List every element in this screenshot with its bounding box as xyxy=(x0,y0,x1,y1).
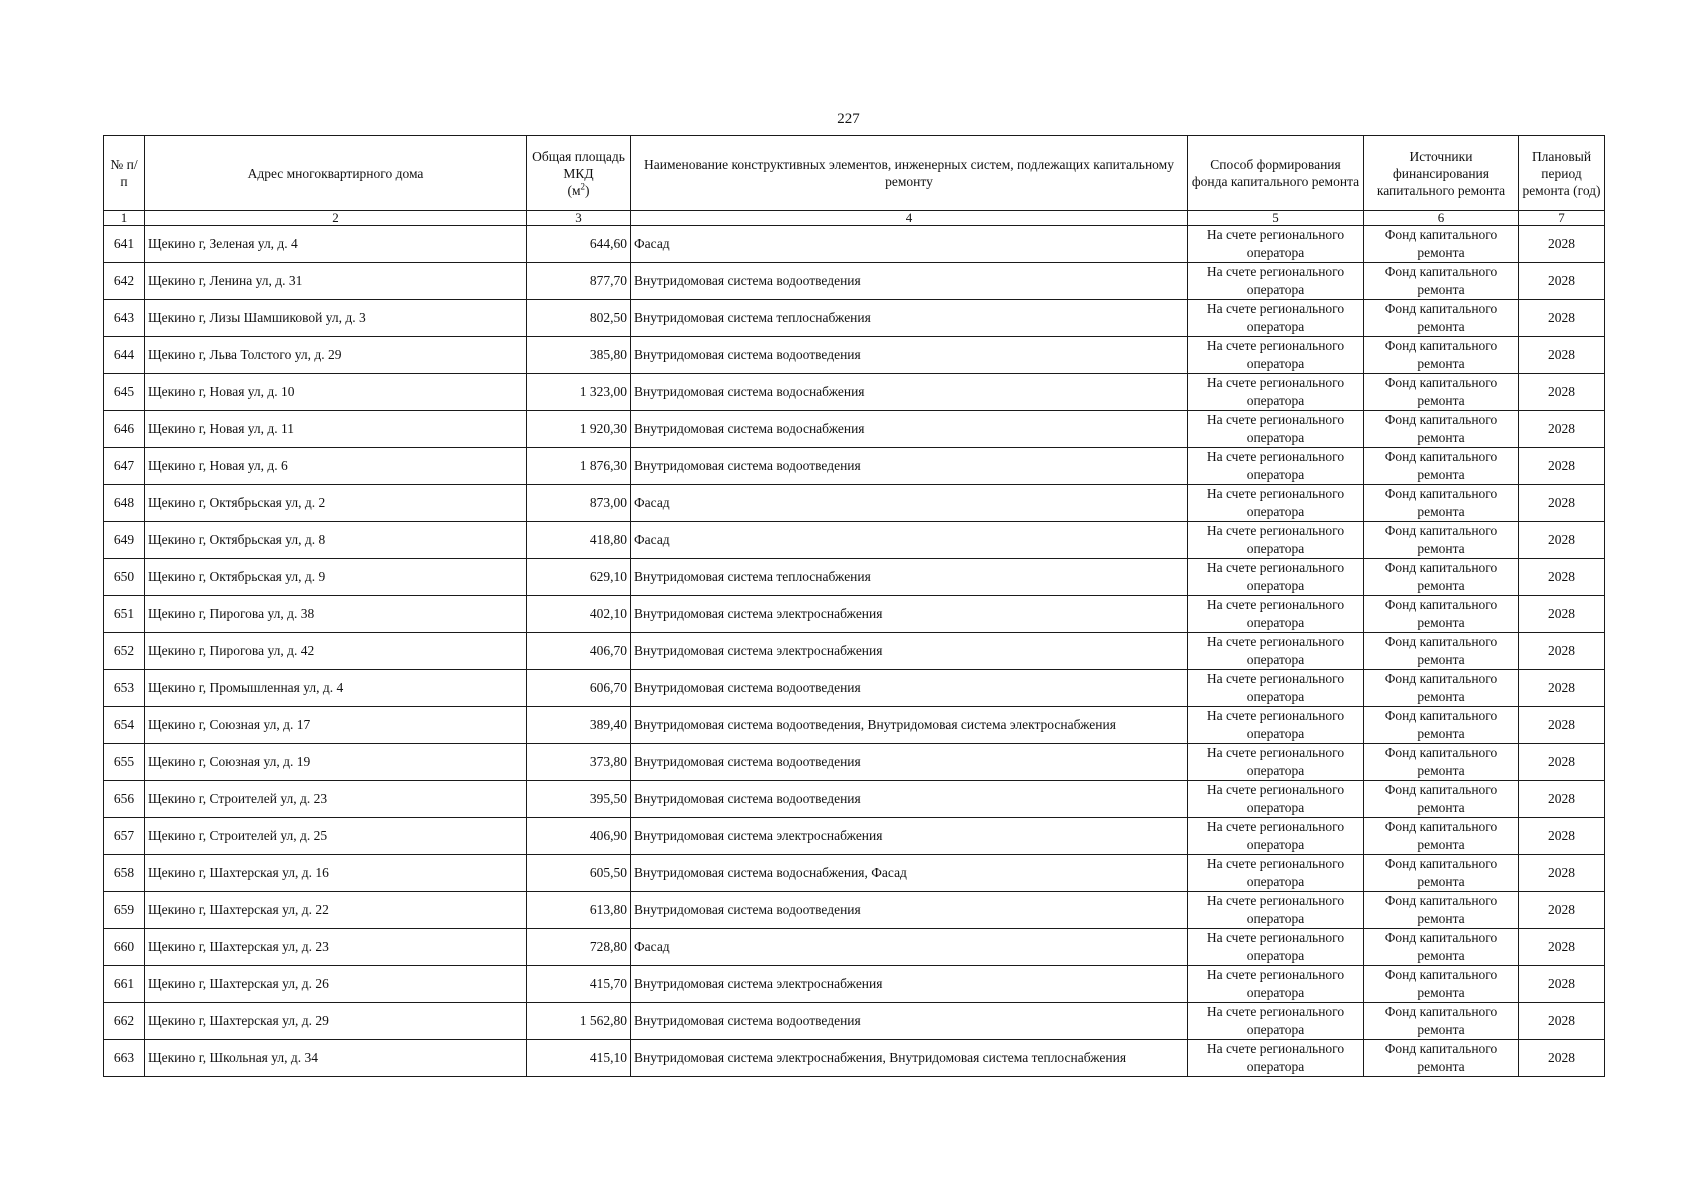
funding-source: Фонд капитального ремонта xyxy=(1364,374,1519,411)
fund-formation-method: На счете регионального оператора xyxy=(1188,744,1364,781)
funding-source: Фонд капитального ремонта xyxy=(1364,596,1519,633)
planned-year: 2028 xyxy=(1519,818,1605,855)
planned-year: 2028 xyxy=(1519,263,1605,300)
funding-source: Фонд капитального ремонта xyxy=(1364,300,1519,337)
fund-formation-method: На счете регионального оператора xyxy=(1188,522,1364,559)
table-row xyxy=(104,559,1605,596)
total-area: 606,70 xyxy=(527,670,631,707)
total-area: 613,80 xyxy=(527,892,631,929)
column-number: 7 xyxy=(1519,211,1605,226)
row-number: 643 xyxy=(104,300,145,337)
house-address: Щекино г, Ленина ул, д. 31 xyxy=(145,263,527,300)
house-address: Щекино г, Октябрьская ул, д. 9 xyxy=(145,559,527,596)
total-area: 395,50 xyxy=(527,781,631,818)
funding-source: Фонд капитального ремонта xyxy=(1364,929,1519,966)
fund-formation-method: На счете регионального оператора xyxy=(1188,485,1364,522)
total-area: 373,80 xyxy=(527,744,631,781)
funding-source: Фонд капитального ремонта xyxy=(1364,966,1519,1003)
row-number: 642 xyxy=(104,263,145,300)
funding-source: Фонд капитального ремонта xyxy=(1364,337,1519,374)
fund-formation-method: На счете регионального оператора xyxy=(1188,633,1364,670)
house-address: Щекино г, Октябрьская ул, д. 8 xyxy=(145,522,527,559)
header-area-label: Общая площадь МКД xyxy=(532,148,625,181)
table-row xyxy=(104,966,1605,1003)
funding-source: Фонд капитального ремонта xyxy=(1364,744,1519,781)
fund-formation-method: На счете регионального оператора xyxy=(1188,670,1364,707)
funding-source: Фонд капитального ремонта xyxy=(1364,411,1519,448)
fund-formation-method: На счете регионального оператора xyxy=(1188,818,1364,855)
repair-elements: Внутридомовая система водоотведения xyxy=(631,670,1188,707)
header-method: Способ формирования фонда капитального ремонта xyxy=(1188,136,1364,211)
planned-year: 2028 xyxy=(1519,337,1605,374)
funding-source: Фонд капитального ремонта xyxy=(1364,855,1519,892)
planned-year: 2028 xyxy=(1519,596,1605,633)
total-area: 728,80 xyxy=(527,929,631,966)
fund-formation-method: На счете регионального оператора xyxy=(1188,374,1364,411)
repair-elements: Внутридомовая система электроснабжения xyxy=(631,596,1188,633)
repair-elements: Фасад xyxy=(631,522,1188,559)
fund-formation-method: На счете регионального оператора xyxy=(1188,966,1364,1003)
row-number: 658 xyxy=(104,855,145,892)
planned-year: 2028 xyxy=(1519,929,1605,966)
table-row xyxy=(104,300,1605,337)
table-row xyxy=(104,485,1605,522)
table-row xyxy=(104,448,1605,485)
fund-formation-method: На счете регионального оператора xyxy=(1188,226,1364,263)
funding-source: Фонд капитального ремонта xyxy=(1364,522,1519,559)
house-address: Щекино г, Строителей ул, д. 23 xyxy=(145,781,527,818)
table-row xyxy=(104,374,1605,411)
table-row xyxy=(104,707,1605,744)
repair-elements: Внутридомовая система водоотведения xyxy=(631,337,1188,374)
planned-year: 2028 xyxy=(1519,300,1605,337)
column-number-row xyxy=(104,211,1605,226)
house-address: Щекино г, Союзная ул, д. 17 xyxy=(145,707,527,744)
funding-source: Фонд капитального ремонта xyxy=(1364,1003,1519,1040)
repair-elements: Фасад xyxy=(631,485,1188,522)
table-row xyxy=(104,781,1605,818)
repair-elements: Внутридомовая система водоснабжения xyxy=(631,374,1188,411)
total-area: 402,10 xyxy=(527,596,631,633)
funding-source: Фонд капитального ремонта xyxy=(1364,892,1519,929)
planned-year: 2028 xyxy=(1519,966,1605,1003)
planned-year: 2028 xyxy=(1519,485,1605,522)
planned-year: 2028 xyxy=(1519,522,1605,559)
planned-year: 2028 xyxy=(1519,892,1605,929)
total-area: 873,00 xyxy=(527,485,631,522)
header-elements: Наименование конструктивных элементов, инженерных систем, подлежащих капитальному ремонту xyxy=(631,136,1188,211)
column-number: 1 xyxy=(104,211,145,226)
funding-source: Фонд капитального ремонта xyxy=(1364,1040,1519,1077)
row-number: 660 xyxy=(104,929,145,966)
planned-year: 2028 xyxy=(1519,633,1605,670)
repair-elements: Внутридомовая система теплоснабжения xyxy=(631,559,1188,596)
fund-formation-method: На счете регионального оператора xyxy=(1188,1040,1364,1077)
fund-formation-method: На счете регионального оператора xyxy=(1188,596,1364,633)
row-number: 657 xyxy=(104,818,145,855)
planned-year: 2028 xyxy=(1519,411,1605,448)
house-address: Щекино г, Лизы Шамшиковой ул, д. 3 xyxy=(145,300,527,337)
house-address: Щекино г, Пирогова ул, д. 38 xyxy=(145,596,527,633)
table-row xyxy=(104,1003,1605,1040)
row-number: 654 xyxy=(104,707,145,744)
row-number: 646 xyxy=(104,411,145,448)
house-address: Щекино г, Зеленая ул, д. 4 xyxy=(145,226,527,263)
repair-elements: Внутридомовая система водоотведения xyxy=(631,744,1188,781)
funding-source: Фонд капитального ремонта xyxy=(1364,670,1519,707)
planned-year: 2028 xyxy=(1519,855,1605,892)
table-row xyxy=(104,929,1605,966)
repair-elements: Внутридомовая система водоснабжения, Фасад xyxy=(631,855,1188,892)
column-number: 4 xyxy=(631,211,1188,226)
funding-source: Фонд капитального ремонта xyxy=(1364,707,1519,744)
table-row xyxy=(104,411,1605,448)
funding-source: Фонд капитального ремонта xyxy=(1364,448,1519,485)
house-address: Щекино г, Шахтерская ул, д. 22 xyxy=(145,892,527,929)
header-source: Источники финансирования капитального ремонта xyxy=(1364,136,1519,211)
planned-year: 2028 xyxy=(1519,781,1605,818)
total-area: 802,50 xyxy=(527,300,631,337)
planned-year: 2028 xyxy=(1519,670,1605,707)
house-address: Щекино г, Новая ул, д. 6 xyxy=(145,448,527,485)
fund-formation-method: На счете регионального оператора xyxy=(1188,929,1364,966)
fund-formation-method: На счете регионального оператора xyxy=(1188,855,1364,892)
repair-elements: Внутридомовая система водоотведения xyxy=(631,892,1188,929)
row-number: 645 xyxy=(104,374,145,411)
planned-year: 2028 xyxy=(1519,1003,1605,1040)
repair-elements: Внутридомовая система электроснабжения, Внутридомовая система теплоснабжения xyxy=(631,1040,1188,1077)
header-row xyxy=(104,136,1605,211)
repair-elements: Внутридомовая система водоотведения xyxy=(631,448,1188,485)
planned-year: 2028 xyxy=(1519,448,1605,485)
table-row xyxy=(104,1040,1605,1077)
total-area: 418,80 xyxy=(527,522,631,559)
funding-source: Фонд капитального ремонта xyxy=(1364,485,1519,522)
header-period: Плановый период ремонта (год) xyxy=(1519,136,1605,211)
funding-source: Фонд капитального ремонта xyxy=(1364,781,1519,818)
table-row xyxy=(104,670,1605,707)
repair-register-table xyxy=(103,135,1605,1077)
table-row xyxy=(104,818,1605,855)
total-area: 1 562,80 xyxy=(527,1003,631,1040)
row-number: 650 xyxy=(104,559,145,596)
total-area: 406,90 xyxy=(527,818,631,855)
total-area: 1 876,30 xyxy=(527,448,631,485)
repair-elements: Фасад xyxy=(631,226,1188,263)
row-number: 648 xyxy=(104,485,145,522)
house-address: Щекино г, Льва Толстого ул, д. 29 xyxy=(145,337,527,374)
table-row xyxy=(104,633,1605,670)
table-row xyxy=(104,596,1605,633)
house-address: Щекино г, Строителей ул, д. 25 xyxy=(145,818,527,855)
fund-formation-method: На счете регионального оператора xyxy=(1188,448,1364,485)
table-row xyxy=(104,522,1605,559)
repair-elements: Внутридомовая система водоотведения xyxy=(631,781,1188,818)
repair-elements: Внутридомовая система водоснабжения xyxy=(631,411,1188,448)
total-area: 605,50 xyxy=(527,855,631,892)
table-row xyxy=(104,337,1605,374)
column-number: 2 xyxy=(145,211,527,226)
row-number: 647 xyxy=(104,448,145,485)
funding-source: Фонд капитального ремонта xyxy=(1364,263,1519,300)
total-area: 644,60 xyxy=(527,226,631,263)
column-number: 3 xyxy=(527,211,631,226)
column-number: 5 xyxy=(1188,211,1364,226)
table-row xyxy=(104,744,1605,781)
column-number: 6 xyxy=(1364,211,1519,226)
repair-elements: Внутридомовая система водоотведения xyxy=(631,1003,1188,1040)
row-number: 644 xyxy=(104,337,145,374)
funding-source: Фонд капитального ремонта xyxy=(1364,559,1519,596)
header-area-unit: $(м^2)$ xyxy=(567,181,590,198)
row-number: 652 xyxy=(104,633,145,670)
header-area xyxy=(527,136,631,211)
table-body xyxy=(104,226,1605,1077)
fund-formation-method: На счете регионального оператора xyxy=(1188,337,1364,374)
house-address: Щекино г, Шахтерская ул, д. 26 xyxy=(145,966,527,1003)
header-address: Адрес многоквартирного дома xyxy=(145,136,527,211)
row-number: 656 xyxy=(104,781,145,818)
funding-source: Фонд капитального ремонта xyxy=(1364,818,1519,855)
total-area: 1 323,00 xyxy=(527,374,631,411)
fund-formation-method: На счете регионального оператора xyxy=(1188,263,1364,300)
row-number: 663 xyxy=(104,1040,145,1077)
fund-formation-method: На счете регионального оператора xyxy=(1188,892,1364,929)
total-area: 389,40 xyxy=(527,707,631,744)
row-number: 651 xyxy=(104,596,145,633)
fund-formation-method: На счете регионального оператора xyxy=(1188,411,1364,448)
table-row xyxy=(104,892,1605,929)
house-address: Щекино г, Новая ул, д. 10 xyxy=(145,374,527,411)
house-address: Щекино г, Новая ул, д. 11 xyxy=(145,411,527,448)
page-number: 227 xyxy=(837,111,860,127)
planned-year: 2028 xyxy=(1519,559,1605,596)
total-area: 1 920,30 xyxy=(527,411,631,448)
table-row xyxy=(104,855,1605,892)
house-address: Щекино г, Школьная ул, д. 34 xyxy=(145,1040,527,1077)
header-num: № п/п xyxy=(104,136,145,211)
repair-elements: Внутридомовая система электроснабжения xyxy=(631,633,1188,670)
house-address: Щекино г, Промышленная ул, д. 4 xyxy=(145,670,527,707)
row-number: 662 xyxy=(104,1003,145,1040)
repair-elements: Фасад xyxy=(631,929,1188,966)
table-row xyxy=(104,226,1605,263)
repair-elements: Внутридомовая система электроснабжения xyxy=(631,966,1188,1003)
fund-formation-method: На счете регионального оператора xyxy=(1188,300,1364,337)
planned-year: 2028 xyxy=(1519,374,1605,411)
repair-elements: Внутридомовая система теплоснабжения xyxy=(631,300,1188,337)
row-number: 661 xyxy=(104,966,145,1003)
total-area: 406,70 xyxy=(527,633,631,670)
total-area: 877,70 xyxy=(527,263,631,300)
funding-source: Фонд капитального ремонта xyxy=(1364,633,1519,670)
house-address: Щекино г, Шахтерская ул, д. 29 xyxy=(145,1003,527,1040)
total-area: 415,70 xyxy=(527,966,631,1003)
repair-elements: Внутридомовая система водоотведения xyxy=(631,263,1188,300)
house-address: Щекино г, Шахтерская ул, д. 23 xyxy=(145,929,527,966)
funding-source: Фонд капитального ремонта xyxy=(1364,226,1519,263)
row-number: 655 xyxy=(104,744,145,781)
row-number: 659 xyxy=(104,892,145,929)
fund-formation-method: На счете регионального оператора xyxy=(1188,707,1364,744)
fund-formation-method: На счете регионального оператора xyxy=(1188,559,1364,596)
total-area: 415,10 xyxy=(527,1040,631,1077)
planned-year: 2028 xyxy=(1519,1040,1605,1077)
repair-elements: Внутридомовая система электроснабжения xyxy=(631,818,1188,855)
fund-formation-method: На счете регионального оператора xyxy=(1188,1003,1364,1040)
house-address: Щекино г, Союзная ул, д. 19 xyxy=(145,744,527,781)
planned-year: 2028 xyxy=(1519,744,1605,781)
row-number: 641 xyxy=(104,226,145,263)
planned-year: 2028 xyxy=(1519,707,1605,744)
repair-elements: Внутридомовая система водоотведения, Внутридомовая система электроснабжения xyxy=(631,707,1188,744)
table-row xyxy=(104,263,1605,300)
total-area: 629,10 xyxy=(527,559,631,596)
row-number: 653 xyxy=(104,670,145,707)
house-address: Щекино г, Шахтерская ул, д. 16 xyxy=(145,855,527,892)
house-address: Щекино г, Октябрьская ул, д. 2 xyxy=(145,485,527,522)
row-number: 649 xyxy=(104,522,145,559)
planned-year: 2028 xyxy=(1519,226,1605,263)
fund-formation-method: На счете регионального оператора xyxy=(1188,781,1364,818)
total-area: 385,80 xyxy=(527,337,631,374)
house-address: Щекино г, Пирогова ул, д. 42 xyxy=(145,633,527,670)
